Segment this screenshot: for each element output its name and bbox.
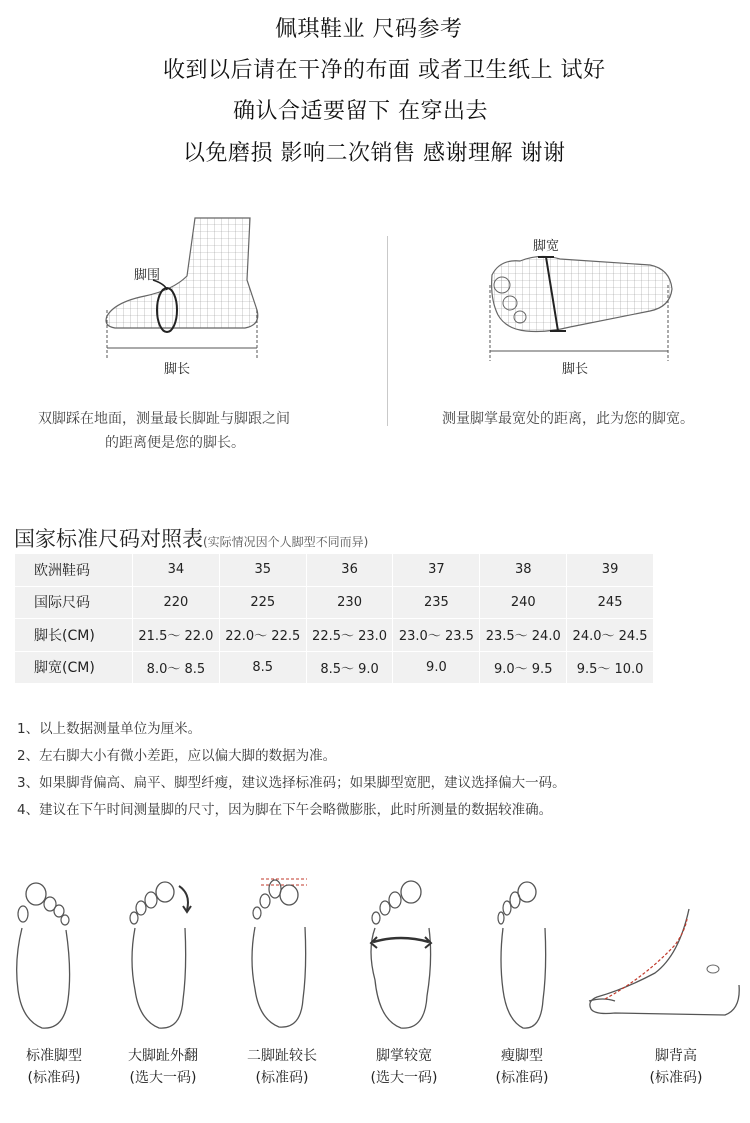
foot-type-advice: (选大一码) bbox=[370, 1070, 438, 1086]
table-row bbox=[15, 619, 654, 652]
table-cell: 22.5～ 23.0 bbox=[306, 619, 393, 652]
table-cell: 34 bbox=[133, 554, 220, 587]
foot-type-name: 脚掌较宽 bbox=[376, 1048, 432, 1064]
table-cell: 230 bbox=[306, 586, 393, 619]
note-item: 1、以上数据测量单位为厘米。 bbox=[17, 721, 202, 737]
foot-type-name: 大脚趾外翻 bbox=[128, 1048, 198, 1064]
left-caption-line-2: 的距离便是您的脚长。 bbox=[105, 435, 245, 451]
standard-foot-icon bbox=[8, 880, 78, 1035]
foot-type-advice: (标准码) bbox=[649, 1070, 703, 1086]
size-table-title-text: 国家标准尺码对照表 bbox=[14, 527, 203, 551]
section-divider bbox=[387, 236, 388, 426]
table-cell: 35 bbox=[219, 554, 306, 587]
row-header: 脚宽(CM) bbox=[15, 651, 133, 684]
high-instep-foot-icon bbox=[585, 905, 745, 1030]
table-cell: 39 bbox=[567, 554, 654, 587]
note-item: 4、建议在下午时间测量脚的尺寸，因为脚在下午会略微膨胀，此时所测量的数据较准确。 bbox=[17, 802, 553, 818]
width-label: 脚宽 bbox=[533, 239, 560, 254]
row-header: 脚长(CM) bbox=[15, 619, 133, 652]
foot-type-name: 瘦脚型 bbox=[501, 1048, 543, 1064]
table-cell: 21.5～ 22.0 bbox=[133, 619, 220, 652]
table-cell: 8.0～ 8.5 bbox=[133, 651, 220, 684]
table-cell: 38 bbox=[480, 554, 567, 587]
foot-type-bunion bbox=[108, 1045, 218, 1089]
table-cell: 8.5～ 9.0 bbox=[306, 651, 393, 684]
table-cell: 23.0～ 23.5 bbox=[393, 619, 480, 652]
girth-label: 脚围 bbox=[134, 268, 161, 283]
foot-type-name: 标准脚型 bbox=[26, 1048, 82, 1064]
foot-type-slim bbox=[467, 1045, 577, 1089]
table-row bbox=[15, 651, 654, 684]
header-line-1: 佩琪鞋业 尺码参考 bbox=[275, 17, 463, 42]
table-cell: 36 bbox=[306, 554, 393, 587]
foot-type-advice: (标准码) bbox=[255, 1070, 309, 1086]
table-row bbox=[15, 586, 654, 619]
table-cell: 240 bbox=[480, 586, 567, 619]
foot-side-illustration bbox=[95, 210, 275, 370]
foot-type-name: 二脚趾较长 bbox=[247, 1048, 317, 1064]
table-cell: 9.5～ 10.0 bbox=[567, 651, 654, 684]
size-table bbox=[14, 553, 654, 684]
left-length-label: 脚长 bbox=[164, 362, 191, 377]
wide-foot-icon bbox=[367, 880, 437, 1035]
table-cell: 23.5～ 24.0 bbox=[480, 619, 567, 652]
table-cell: 24.0～ 24.5 bbox=[567, 619, 654, 652]
table-cell: 245 bbox=[567, 586, 654, 619]
foot-type-advice: (标准码) bbox=[495, 1070, 549, 1086]
table-row bbox=[15, 554, 654, 587]
header-line-4: 以免磨损 影响二次销售 感谢理解 谢谢 bbox=[183, 141, 566, 166]
note-item: 3、如果脚背偏高、扁平、脚型纤瘦，建议选择标准码；如果脚型宽肥，建议选择偏大一码。 bbox=[17, 775, 566, 791]
table-cell: 37 bbox=[393, 554, 480, 587]
foot-type-advice: (标准码) bbox=[27, 1070, 81, 1086]
table-cell: 8.5 bbox=[219, 651, 306, 684]
right-length-label: 脚长 bbox=[562, 362, 589, 377]
foot-type-advice: (选大一码) bbox=[129, 1070, 197, 1086]
table-cell: 9.0 bbox=[393, 651, 480, 684]
header-line-2: 收到以后请在干净的布面 或者卫生纸上 试好 bbox=[163, 58, 606, 83]
foot-type-high-instep bbox=[621, 1045, 731, 1089]
header-line-3: 确认合适要留下 在穿出去 bbox=[233, 99, 488, 124]
row-header: 国际尺码 bbox=[15, 586, 133, 619]
table-cell: 225 bbox=[219, 586, 306, 619]
table-cell: 22.0～ 22.5 bbox=[219, 619, 306, 652]
note-item: 2、左右脚大小有微小差距，应以偏大脚的数据为准。 bbox=[17, 748, 337, 764]
table-cell: 220 bbox=[133, 586, 220, 619]
left-caption-line-1: 双脚踩在地面，测量最长脚趾与脚跟之间 bbox=[38, 411, 290, 427]
table-cell: 9.0～ 9.5 bbox=[480, 651, 567, 684]
long-second-toe-foot-icon bbox=[245, 873, 315, 1035]
foot-type-standard bbox=[0, 1045, 109, 1089]
foot-type-wide bbox=[349, 1045, 459, 1089]
slim-foot-icon bbox=[495, 880, 555, 1035]
bunion-foot-icon bbox=[125, 880, 195, 1035]
size-table-title bbox=[14, 523, 368, 553]
foot-top-illustration bbox=[480, 245, 680, 365]
foot-type-name: 脚背高 bbox=[655, 1048, 697, 1064]
table-cell: 235 bbox=[393, 586, 480, 619]
size-table-subtitle: (实际情况因个人脚型不同而异) bbox=[203, 535, 369, 549]
row-header: 欧洲鞋码 bbox=[15, 554, 133, 587]
foot-type-long-second-toe bbox=[227, 1045, 337, 1089]
right-caption: 测量脚掌最宽处的距离，此为您的脚宽。 bbox=[442, 411, 694, 427]
